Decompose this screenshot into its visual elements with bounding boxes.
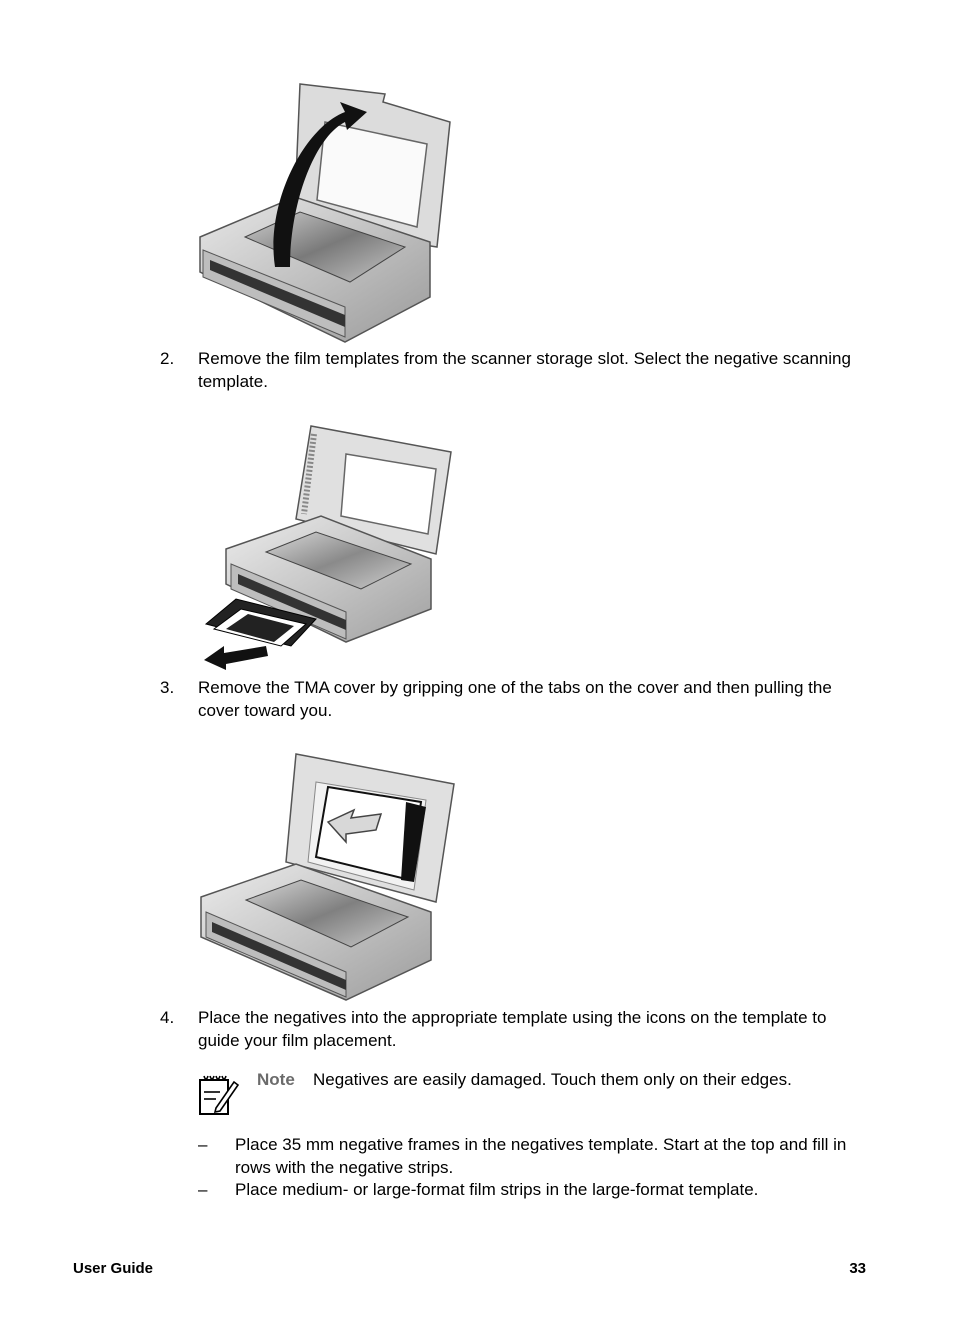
step-number: 2.	[160, 349, 175, 368]
note-pad-icon	[196, 1072, 240, 1116]
step-number: 3.	[160, 678, 175, 697]
note-callout	[196, 1068, 876, 1118]
bullet-text: Place medium- or large-format film strips in the large-format template.	[235, 1180, 759, 1199]
bullet-dash: –	[198, 1135, 208, 1154]
bullet-text: Place 35 mm negative frames in the negatives template. Start at the top and fill in rows with the negative strips.	[235, 1135, 847, 1177]
scanner-template-removal-illustration	[196, 424, 456, 670]
footer-title: User Guide	[73, 1260, 154, 1277]
note-text: Negatives are easily damaged. Touch them only on their edges.	[313, 1070, 792, 1089]
step-text: Remove the film templates from the scanner storage slot. Select the negative scanning template.	[198, 349, 851, 391]
scanner-tma-cover-removal-illustration	[196, 752, 458, 1004]
note-label: Note	[257, 1070, 295, 1089]
bullet-dash: –	[198, 1180, 208, 1199]
step-number: 4.	[160, 1008, 175, 1027]
step-text: Remove the TMA cover by gripping one of the tabs on the cover and then pulling the cover toward you.	[198, 678, 832, 720]
step-text: Place the negatives into the appropriate template using the icons on the template to guide your film placement.	[198, 1008, 827, 1050]
scanner-lid-open-illustration	[195, 82, 455, 344]
page-number: 33	[849, 1260, 866, 1277]
